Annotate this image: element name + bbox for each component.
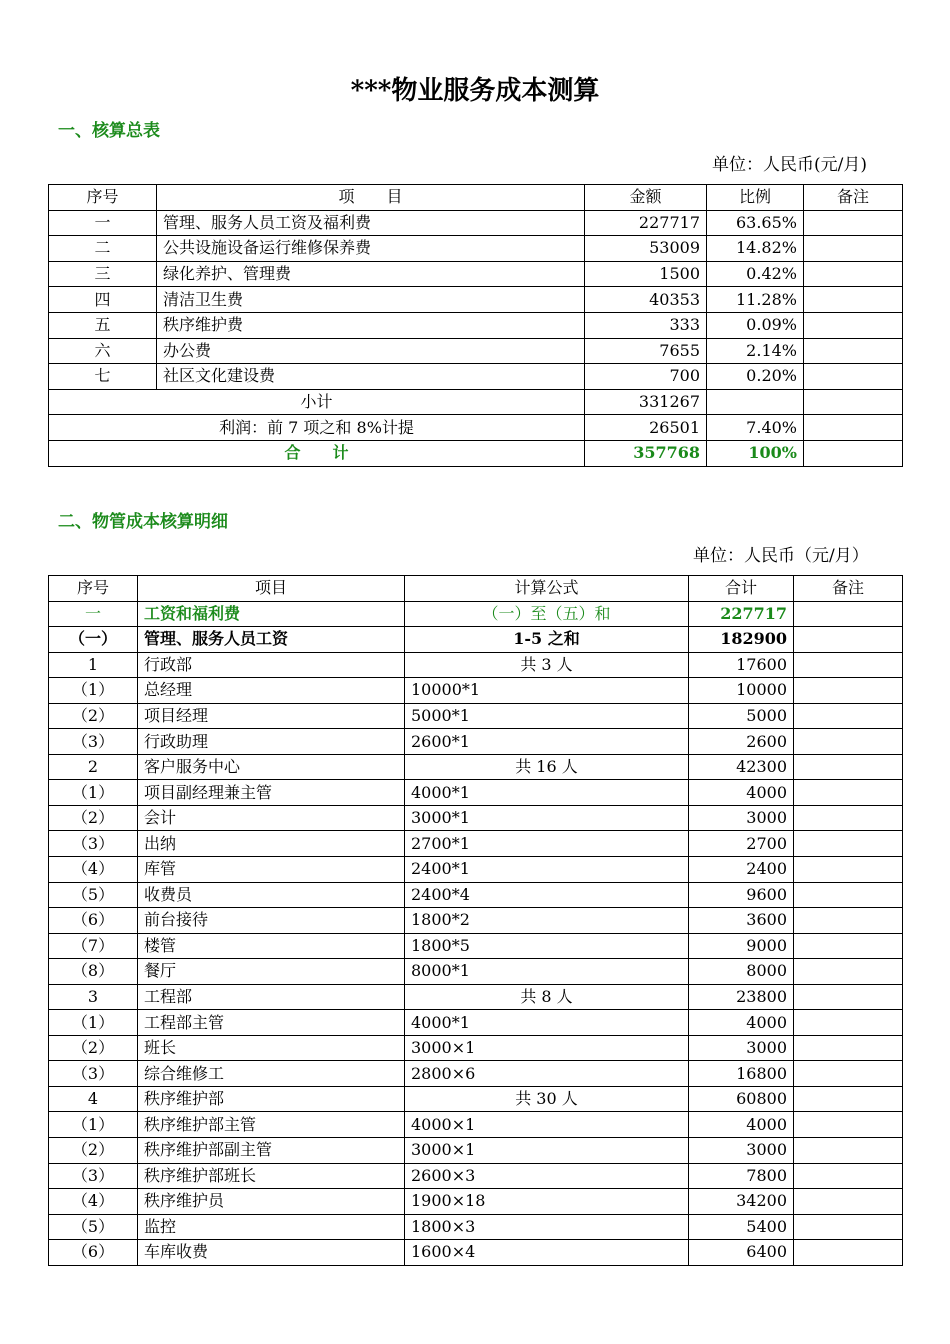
row-formula: 1800*5 <box>405 933 689 959</box>
row-total: 42300 <box>689 754 794 780</box>
row-total: 3000 <box>689 805 794 831</box>
row-no: 二 <box>49 236 157 262</box>
row-total: 3600 <box>689 908 794 934</box>
row-item: 秩序维护费 <box>157 312 585 338</box>
row-formula: 共 30 人 <box>405 1086 689 1112</box>
page-title: ***物业服务成本测算 <box>350 76 600 106</box>
row-total: 16800 <box>689 1061 794 1087</box>
detail-row <box>49 908 903 934</box>
row-formula: 2800×6 <box>405 1061 689 1087</box>
row-total: 4000 <box>689 1010 794 1036</box>
row-ratio: 11.28% <box>707 287 804 313</box>
profit-row-ratio: 7.40% <box>707 415 804 441</box>
row-total: 3000 <box>689 1035 794 1061</box>
row-item: 办公费 <box>157 338 585 364</box>
detail-row <box>49 984 903 1010</box>
detail-row <box>49 703 903 729</box>
section2-unit: 单位：人民币（元/月） <box>693 546 869 566</box>
subtotal-row <box>49 389 903 415</box>
summary-row <box>49 312 903 338</box>
row-no: （3） <box>49 831 138 857</box>
row-total: 182900 <box>689 627 794 653</box>
row-note <box>794 959 903 985</box>
detail-row <box>49 1189 903 1215</box>
detail-row <box>49 627 903 653</box>
row-amount: 333 <box>585 312 707 338</box>
row-total: 4000 <box>689 1112 794 1138</box>
row-item: 工程部主管 <box>138 1010 405 1036</box>
detail-row <box>49 754 903 780</box>
row-item: 综合维修工 <box>138 1061 405 1087</box>
row-amount: 7655 <box>585 338 707 364</box>
row-ratio: 14.82% <box>707 236 804 262</box>
summary-table <box>48 184 903 467</box>
row-note <box>804 287 903 313</box>
row-item: 工程部 <box>138 984 405 1010</box>
detail-row <box>49 1138 903 1164</box>
row-note <box>804 312 903 338</box>
detail-row <box>49 678 903 704</box>
detail-row <box>49 1086 903 1112</box>
detail-row <box>49 1112 903 1138</box>
total-row-ratio: 100% <box>707 440 804 466</box>
row-no: （一） <box>49 627 138 653</box>
row-formula: 共 16 人 <box>405 754 689 780</box>
row-no: （5） <box>49 882 138 908</box>
row-no: 2 <box>49 754 138 780</box>
row-item: 秩序维护部班长 <box>138 1163 405 1189</box>
row-note <box>794 1214 903 1240</box>
row-item: 秩序维护部副主管 <box>138 1138 405 1164</box>
row-total: 2400 <box>689 857 794 883</box>
header-amount: 金额 <box>585 185 707 211</box>
row-formula: 3000×1 <box>405 1035 689 1061</box>
row-note <box>804 261 903 287</box>
row-note <box>794 984 903 1010</box>
row-note <box>794 1112 903 1138</box>
row-item: 公共设施设备运行维修保养费 <box>157 236 585 262</box>
row-total: 6400 <box>689 1240 794 1266</box>
header-note: 备注 <box>804 185 903 211</box>
row-formula: 1600×4 <box>405 1240 689 1266</box>
row-item: 秩序维护部 <box>138 1086 405 1112</box>
profit-row-note <box>804 415 903 441</box>
detail-row <box>49 933 903 959</box>
detail-row <box>49 1163 903 1189</box>
row-total: 227717 <box>689 601 794 627</box>
row-amount: 40353 <box>585 287 707 313</box>
row-item: 餐厅 <box>138 959 405 985</box>
row-total: 10000 <box>689 678 794 704</box>
row-note <box>794 831 903 857</box>
row-no: 3 <box>49 984 138 1010</box>
total-row-amount: 357768 <box>585 440 707 466</box>
row-formula: 4000*1 <box>405 780 689 806</box>
summary-row <box>49 210 903 236</box>
row-item: 行政部 <box>138 652 405 678</box>
detail-header-row <box>49 576 903 602</box>
row-note <box>794 908 903 934</box>
row-item: 绿化养护、管理费 <box>157 261 585 287</box>
row-formula: 共 8 人 <box>405 984 689 1010</box>
detail-row <box>49 831 903 857</box>
row-no: 一 <box>49 601 138 627</box>
row-no: （4） <box>49 1189 138 1215</box>
subtotal-row-note <box>804 389 903 415</box>
summary-row <box>49 338 903 364</box>
row-note <box>794 729 903 755</box>
row-formula: 共 3 人 <box>405 652 689 678</box>
header-total: 合计 <box>689 576 794 602</box>
row-item: 前台接待 <box>138 908 405 934</box>
row-item: 项目副经理兼主管 <box>138 780 405 806</box>
row-item: 楼管 <box>138 933 405 959</box>
row-note <box>794 857 903 883</box>
row-no: （1） <box>49 1010 138 1036</box>
header-note: 备注 <box>794 576 903 602</box>
row-no: （2） <box>49 805 138 831</box>
row-no: （6） <box>49 1240 138 1266</box>
row-item: 清洁卫生费 <box>157 287 585 313</box>
row-item: 工资和福利费 <box>138 601 405 627</box>
header-item: 项目 <box>138 576 405 602</box>
row-item: 车库收费 <box>138 1240 405 1266</box>
total-row <box>49 440 903 466</box>
summary-row <box>49 236 903 262</box>
header-ratio: 比例 <box>707 185 804 211</box>
row-no: （7） <box>49 933 138 959</box>
row-item: 秩序维护部主管 <box>138 1112 405 1138</box>
row-formula: 2400*4 <box>405 882 689 908</box>
summary-header-row <box>49 185 903 211</box>
row-note <box>804 236 903 262</box>
subtotal-row-label: 小计 <box>49 389 585 415</box>
row-note <box>794 780 903 806</box>
row-item: 班长 <box>138 1035 405 1061</box>
row-no: （3） <box>49 1061 138 1087</box>
detail-table <box>48 575 903 1266</box>
detail-row <box>49 959 903 985</box>
row-formula: （一）至（五）和 <box>405 601 689 627</box>
section1-unit: 单位：人民币(元/月) <box>712 155 867 175</box>
row-item: 库管 <box>138 857 405 883</box>
row-formula: 2700*1 <box>405 831 689 857</box>
detail-row <box>49 780 903 806</box>
row-ratio: 0.42% <box>707 261 804 287</box>
row-no: 三 <box>49 261 157 287</box>
row-formula: 8000*1 <box>405 959 689 985</box>
row-formula: 2400*1 <box>405 857 689 883</box>
row-no: （5） <box>49 1214 138 1240</box>
total-row-note <box>804 440 903 466</box>
row-item: 会计 <box>138 805 405 831</box>
row-ratio: 63.65% <box>707 210 804 236</box>
row-formula: 3000*1 <box>405 805 689 831</box>
subtotal-row-amount: 331267 <box>585 389 707 415</box>
row-ratio: 2.14% <box>707 338 804 364</box>
row-no: （1） <box>49 780 138 806</box>
row-total: 5000 <box>689 703 794 729</box>
header-no: 序号 <box>49 185 157 211</box>
detail-row <box>49 1214 903 1240</box>
detail-row <box>49 1061 903 1087</box>
detail-row <box>49 729 903 755</box>
row-total: 2700 <box>689 831 794 857</box>
row-item: 出纳 <box>138 831 405 857</box>
row-note <box>794 678 903 704</box>
row-total: 23800 <box>689 984 794 1010</box>
row-formula: 1900×18 <box>405 1189 689 1215</box>
row-ratio: 0.09% <box>707 312 804 338</box>
row-note <box>794 652 903 678</box>
row-amount: 1500 <box>585 261 707 287</box>
detail-row <box>49 1035 903 1061</box>
row-formula: 1-5 之和 <box>405 627 689 653</box>
profit-row-amount: 26501 <box>585 415 707 441</box>
row-item: 收费员 <box>138 882 405 908</box>
row-no: 七 <box>49 364 157 390</box>
row-total: 60800 <box>689 1086 794 1112</box>
row-total: 9600 <box>689 882 794 908</box>
header-no: 序号 <box>49 576 138 602</box>
row-ratio: 0.20% <box>707 364 804 390</box>
profit-row <box>49 415 903 441</box>
row-note <box>794 754 903 780</box>
row-no: （6） <box>49 908 138 934</box>
row-total: 3000 <box>689 1138 794 1164</box>
row-total: 4000 <box>689 780 794 806</box>
row-note <box>794 1138 903 1164</box>
row-total: 7800 <box>689 1163 794 1189</box>
row-item: 项目经理 <box>138 703 405 729</box>
row-total: 34200 <box>689 1189 794 1215</box>
row-no: （2） <box>49 703 138 729</box>
row-note <box>794 1086 903 1112</box>
row-note <box>794 627 903 653</box>
row-no: 4 <box>49 1086 138 1112</box>
row-amount: 227717 <box>585 210 707 236</box>
row-note <box>794 703 903 729</box>
detail-row <box>49 1010 903 1036</box>
header-item: 项 目 <box>157 185 585 211</box>
row-formula: 2600×3 <box>405 1163 689 1189</box>
row-formula: 4000×1 <box>405 1112 689 1138</box>
row-note <box>794 601 903 627</box>
row-total: 2600 <box>689 729 794 755</box>
row-note <box>804 210 903 236</box>
row-note <box>794 1163 903 1189</box>
row-formula: 3000×1 <box>405 1138 689 1164</box>
row-item: 行政助理 <box>138 729 405 755</box>
row-note <box>794 1010 903 1036</box>
row-no: 五 <box>49 312 157 338</box>
row-total: 17600 <box>689 652 794 678</box>
row-no: （4） <box>49 857 138 883</box>
total-row-label: 合 计 <box>49 440 585 466</box>
row-no: （2） <box>49 1035 138 1061</box>
row-formula: 4000*1 <box>405 1010 689 1036</box>
row-note <box>804 338 903 364</box>
row-note <box>794 1240 903 1266</box>
subtotal-row-ratio <box>707 389 804 415</box>
row-item: 社区文化建设费 <box>157 364 585 390</box>
detail-row <box>49 652 903 678</box>
row-formula: 2600*1 <box>405 729 689 755</box>
row-no: （3） <box>49 729 138 755</box>
row-item: 总经理 <box>138 678 405 704</box>
detail-row <box>49 1240 903 1266</box>
profit-row-label: 利润：前 7 项之和 8%计提 <box>49 415 585 441</box>
row-note <box>794 805 903 831</box>
row-no: （1） <box>49 678 138 704</box>
row-amount: 700 <box>585 364 707 390</box>
summary-row <box>49 287 903 313</box>
summary-row <box>49 261 903 287</box>
row-item: 秩序维护员 <box>138 1189 405 1215</box>
row-note <box>794 1035 903 1061</box>
row-formula: 10000*1 <box>405 678 689 704</box>
detail-row <box>49 882 903 908</box>
section1-heading: 一、核算总表 <box>58 121 160 141</box>
detail-row <box>49 805 903 831</box>
row-total: 9000 <box>689 933 794 959</box>
row-note <box>794 1061 903 1087</box>
row-note <box>804 364 903 390</box>
row-no: 1 <box>49 652 138 678</box>
summary-row <box>49 364 903 390</box>
section2-heading: 二、物管成本核算明细 <box>58 512 228 532</box>
row-total: 8000 <box>689 959 794 985</box>
header-formula: 计算公式 <box>405 576 689 602</box>
row-amount: 53009 <box>585 236 707 262</box>
row-note <box>794 1189 903 1215</box>
row-formula: 5000*1 <box>405 703 689 729</box>
row-no: （3） <box>49 1163 138 1189</box>
row-no: 六 <box>49 338 157 364</box>
row-item: 管理、服务人员工资及福利费 <box>157 210 585 236</box>
row-note <box>794 933 903 959</box>
row-item: 客户服务中心 <box>138 754 405 780</box>
row-total: 5400 <box>689 1214 794 1240</box>
row-no: （2） <box>49 1138 138 1164</box>
row-note <box>794 882 903 908</box>
row-no: 一 <box>49 210 157 236</box>
detail-row <box>49 857 903 883</box>
row-item: 管理、服务人员工资 <box>138 627 405 653</box>
row-no: （8） <box>49 959 138 985</box>
row-no: （1） <box>49 1112 138 1138</box>
row-item: 监控 <box>138 1214 405 1240</box>
row-formula: 1800×3 <box>405 1214 689 1240</box>
row-formula: 1800*2 <box>405 908 689 934</box>
row-no: 四 <box>49 287 157 313</box>
detail-row <box>49 601 903 627</box>
